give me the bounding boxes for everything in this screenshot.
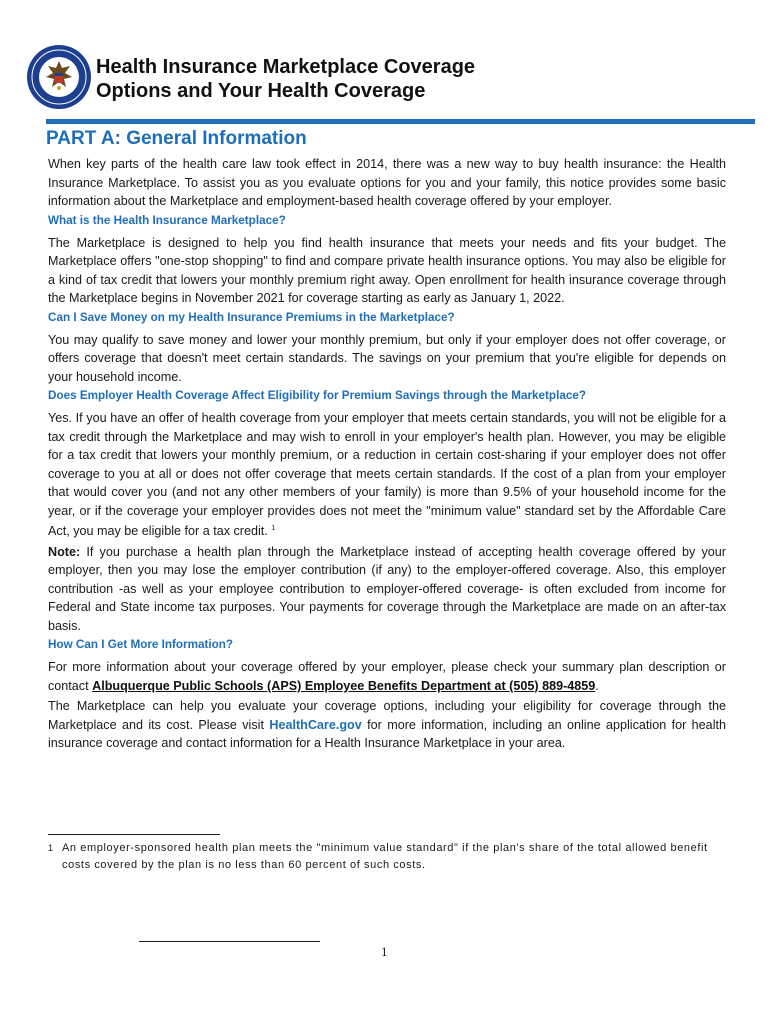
page-title — [96, 55, 475, 103]
header-divider — [46, 119, 755, 124]
bottom-divider — [139, 941, 320, 942]
eligibility-text: Yes. If you have an offer of health coverage from your employer that meets certain standards, you will not be eligible for a tax credit through the Marketplace and may wish to enroll in your employer's health plan. However, you may be eligible for a tax credit that lowers your monthly premium, or a reduction in certain cost-sharing if your employer does not offer coverage to you at all or does not offer coverage that meets certain standards. If the cost of a plan from your employer that would cover you (and not any other members of your family) is more than 9.5% of your household income for the year, or if the coverage your employer provides does not meet the "minimum value" standard set by the Affordable Care Act, you may be eligible for a tax credit. — [48, 411, 726, 539]
part-a-heading: PART A: General Information — [46, 128, 307, 149]
healthcare-gov-link[interactable]: HealthCare.gov — [269, 717, 362, 732]
section-body-eligibility — [48, 409, 726, 541]
more-info-text: For more information about your coverage offered by your employer, please check your summary plan description or contact — [48, 660, 726, 693]
section-heading-eligibility: Does Employer Health Coverage Affect Eligibility for Premium Savings through the Marketplace? — [48, 389, 586, 402]
footnote-divider — [48, 834, 220, 835]
more-info-end: . — [595, 678, 599, 693]
footnote-reference: 1 — [271, 525, 276, 532]
section-heading-more-info: How Can I Get More Information? — [48, 638, 234, 652]
title-line-1: Health Insurance Marketplace Coverage — [96, 56, 476, 78]
marketplace-help-end: for more information, including an online application for health insurance coverage and contact information for a Health Insurance Marketplace in your area. — [48, 717, 726, 751]
title-line-2: Options and Your Health Coverage — [96, 80, 426, 102]
note-text: If you purchase a health plan through the Marketplace instead of accepting health coverage offered by your employer, then you may lose the employer contribution (if any) to the employer-offered coverage. Also, this employer contribution -as well as your employee contribution to employer-offered coverage- is often excluded from income for Federal and State income tax purposes. Your payments for coverage through the Marketplace are made on an after-tax basis. — [48, 544, 726, 633]
department-of-labor-seal-icon — [26, 44, 92, 110]
more-info-paragraph — [48, 658, 726, 695]
section-heading-marketplace: What is the Health Insurance Marketplace? — [48, 213, 286, 227]
note-paragraph — [48, 543, 726, 636]
section-heading-save-money: Can I Save Money on my Health Insurance Premiums in the Marketplace? — [48, 310, 455, 324]
section-body-marketplace: The Marketplace is designed to help you find health insurance that meets your needs and fits your budget. The Marketplace offers "one-stop shopping" to find and compare private health insurance options. You may also be eligible for a kind of tax credit that lowers your monthly premium right away. Open enrollment for health insurance coverage through the Marketplace begins in November 2021 for coverage starting as early as January 1, 2022. — [48, 235, 726, 305]
part-a-body — [48, 155, 726, 755]
page-number: 1 — [381, 944, 388, 959]
footnote-text: An employer-sponsored health plan meets the "minimum value standard" if the plan's share of the total allowed benefit costs covered by the plan is no less than 60 percent of such costs. — [62, 842, 708, 871]
employee-benefits-contact: Albuquerque Public Schools (APS) Employee Benefits Department at (505) 889-4859 — [92, 678, 596, 693]
marketplace-help-text: The Marketplace can help you evaluate your coverage options, including your eligibility for coverage through the Marketplace and its cost. Please visit — [48, 699, 726, 732]
section-body-save-money: You may qualify to save money and lower your monthly premium, but only if your employer does not offer coverage, or offers coverage that doesn't meet certain standards. The savings on your premium that you're eligible for depends on your household income. — [48, 332, 726, 384]
footnote — [48, 840, 726, 874]
note-label: Note: — [48, 544, 81, 559]
intro-paragraph: When key parts of the health care law took effect in 2014, there was a new way to buy health insurance: the Health Insurance Marketplace. To assist you as you evaluate options for you and your family, this notice provides some basic information about the Marketplace and employment-based health coverage offered by your employer. — [48, 157, 726, 208]
footnote-mark: 1 — [48, 843, 54, 853]
marketplace-help-paragraph — [48, 697, 726, 753]
